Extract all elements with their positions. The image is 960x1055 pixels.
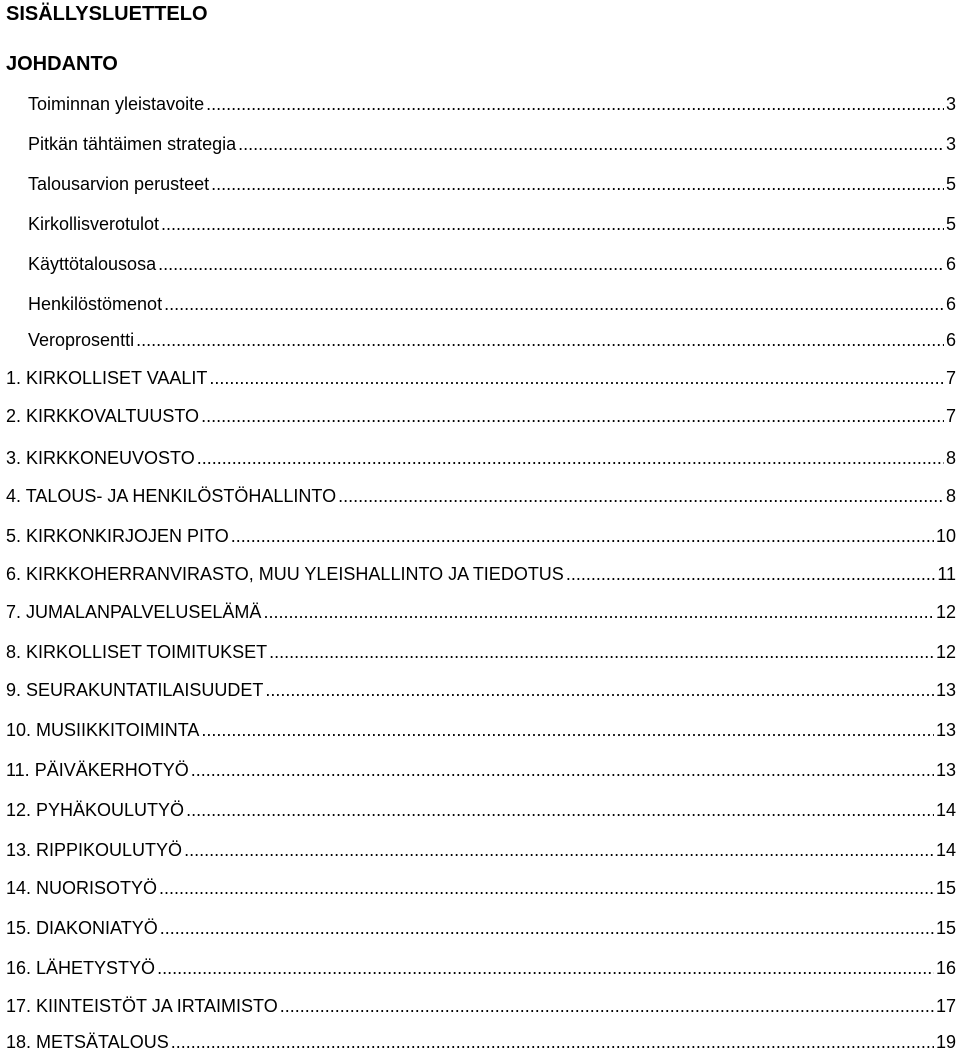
dot-leader: [201, 404, 944, 428]
toc-entry-label: 12. PYHÄKOULUTYÖ: [6, 800, 185, 820]
toc-entry-page: 16: [935, 958, 956, 978]
toc-entry-chapter-12[interactable]: [6, 798, 956, 822]
toc-entry-label: 15. DIAKONIATYÖ: [6, 918, 158, 938]
toc-entry-page: 15: [935, 918, 956, 938]
toc-entry-chapter-5[interactable]: [6, 524, 956, 548]
toc-entry-label: 11. PÄIVÄKERHOTYÖ: [6, 760, 189, 780]
dot-leader: [206, 92, 944, 116]
toc-entry-page: 17: [935, 996, 956, 1016]
toc-entry-page: 6: [945, 330, 956, 350]
dot-leader: [164, 292, 944, 316]
toc-entry-chapter-16[interactable]: [6, 956, 956, 980]
toc-entry-chapter-10[interactable]: [6, 718, 956, 742]
toc-entry-label: 9. SEURAKUNTATILAISUUDET: [6, 680, 264, 700]
toc-entry-label: 18. METSÄTALOUS: [6, 1032, 169, 1052]
toc-entry-label: 16. LÄHETYSTYÖ: [6, 958, 156, 978]
dot-leader: [238, 132, 944, 156]
toc-entry-page: 8: [945, 486, 956, 506]
toc-entry-label: 5. KIRKONKIRJOJEN PITO: [6, 526, 229, 546]
toc-entry-page: 7: [945, 368, 956, 388]
toc-entry-chapter-14[interactable]: [6, 876, 956, 900]
toc-entry-page: 6: [945, 254, 956, 274]
toc-entry-page: 13: [935, 760, 956, 780]
toc-entry-label: Toiminnan yleistavoite: [28, 94, 205, 114]
toc-entry-page: 8: [945, 448, 956, 468]
toc-entry-page: 3: [945, 134, 956, 154]
toc-entry-intro-5[interactable]: [28, 252, 956, 276]
toc-entry-chapter-17[interactable]: [6, 994, 956, 1018]
dot-leader: [197, 446, 944, 470]
toc-entry-intro-7[interactable]: [28, 328, 956, 352]
toc-entry-label: 4. TALOUS- JA HENKILÖSTÖHALLINTO: [6, 486, 337, 506]
toc-entry-page: 5: [945, 214, 956, 234]
toc-entry-page: 14: [935, 800, 956, 820]
dot-leader: [191, 758, 934, 782]
toc-entry-page: 11: [937, 564, 956, 584]
toc-entry-label: 3. KIRKKONEUVOSTO: [6, 448, 195, 468]
toc-entry-label: 13. RIPPIKOULUTYÖ: [6, 840, 183, 860]
dot-leader: [209, 366, 944, 390]
toc-entry-label: 1. KIRKOLLISET VAALIT: [6, 368, 208, 388]
dot-leader: [159, 876, 934, 900]
toc-entry-intro-3[interactable]: [28, 172, 956, 196]
toc-entry-label: Henkilöstömenot: [28, 294, 163, 314]
dot-leader: [157, 956, 934, 980]
toc-entry-page: 10: [935, 526, 956, 546]
toc-entry-label: Kirkollisverotulot: [28, 214, 160, 234]
dot-leader: [184, 838, 934, 862]
toc-title: SISÄLLYSLUETTELO: [6, 3, 208, 25]
toc-entry-page: 12: [935, 602, 956, 622]
toc-entry-intro-4[interactable]: [28, 212, 956, 236]
toc-entry-label: Talousarvion perusteet: [28, 174, 210, 194]
toc-entry-page: 19: [935, 1032, 956, 1052]
toc-entry-intro-1[interactable]: [28, 92, 956, 116]
toc-entry-label: 2. KIRKKOVALTUUSTO: [6, 406, 200, 426]
dot-leader: [186, 798, 934, 822]
dot-leader: [338, 484, 944, 508]
toc-entry-chapter-11[interactable]: [6, 758, 956, 782]
toc-entry-page: 13: [935, 720, 956, 740]
toc-entry-page: 5: [945, 174, 956, 194]
dot-leader: [231, 524, 934, 548]
toc-entry-label: 8. KIRKOLLISET TOIMITUKSET: [6, 642, 268, 662]
toc-entry-intro-6[interactable]: [28, 292, 956, 316]
toc-entry-page: 6: [945, 294, 956, 314]
toc-entry-page: 7: [945, 406, 956, 426]
toc-entry-chapter-2[interactable]: [6, 404, 956, 428]
toc-entry-chapter-7[interactable]: [6, 600, 956, 624]
toc-entry-label: 6. KIRKKOHERRANVIRASTO, MUU YLEISHALLINTO JA TIEDOTUS: [6, 564, 564, 584]
dot-leader: [566, 562, 935, 586]
toc-entry-label: 10. MUSIIKKITOIMINTA: [6, 720, 200, 740]
toc-entry-label: 14. NUORISOTYÖ: [6, 878, 158, 898]
toc-entry-page: 13: [935, 680, 956, 700]
toc-entry-intro-2[interactable]: [28, 132, 956, 156]
toc-entry-chapter-13[interactable]: [6, 838, 956, 862]
dot-leader: [161, 212, 944, 236]
toc-entry-page: 14: [935, 840, 956, 860]
toc-entry-label: 7. JUMALANPALVELUSELÄMÄ: [6, 602, 262, 622]
dot-leader: [211, 172, 944, 196]
dot-leader: [269, 640, 934, 664]
toc-entry-page: 15: [935, 878, 956, 898]
dot-leader: [158, 252, 944, 276]
toc-entry-page: 12: [935, 642, 956, 662]
toc-entry-chapter-6[interactable]: [6, 562, 956, 586]
toc-entry-label: 17. KIINTEISTÖT JA IRTAIMISTO: [6, 996, 278, 1016]
toc-entry-label: Käyttötalousosa: [28, 254, 157, 274]
toc-entry-chapter-3[interactable]: [6, 446, 956, 470]
dot-leader: [263, 600, 934, 624]
dot-leader: [280, 994, 934, 1018]
toc-entry-chapter-9[interactable]: [6, 678, 956, 702]
toc-entry-chapter-18[interactable]: [6, 1030, 956, 1054]
toc-entry-label: Veroprosentti: [28, 330, 135, 350]
dot-leader: [136, 328, 944, 352]
toc-entry-label: Pitkän tähtäimen strategia: [28, 134, 237, 154]
dot-leader: [201, 718, 934, 742]
toc-entry-chapter-8[interactable]: [6, 640, 956, 664]
dot-leader: [171, 1030, 934, 1054]
toc-entry-page: 3: [945, 94, 956, 114]
intro-heading: JOHDANTO: [6, 53, 118, 75]
dot-leader: [265, 678, 934, 702]
toc-entry-chapter-1[interactable]: [6, 366, 956, 390]
dot-leader: [160, 916, 934, 940]
toc-entry-chapter-4[interactable]: [6, 484, 956, 508]
toc-entry-chapter-15[interactable]: [6, 916, 956, 940]
